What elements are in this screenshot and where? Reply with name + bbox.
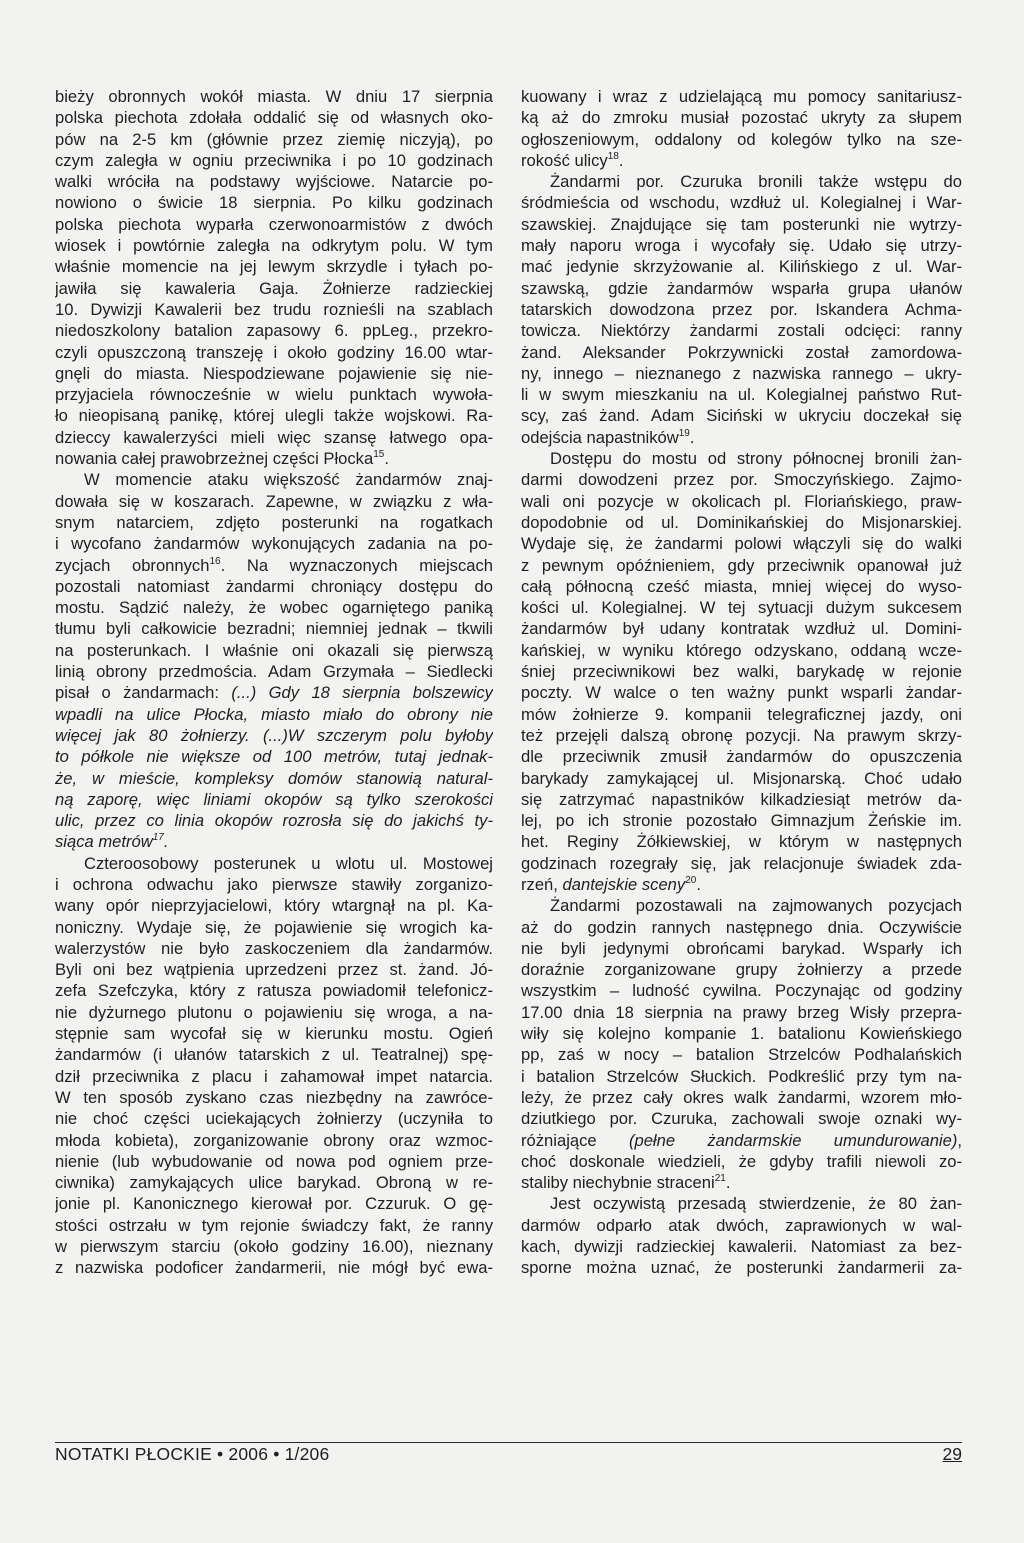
text-line (55, 214, 493, 235)
text-line (521, 768, 962, 789)
page-number: 29 (942, 1444, 962, 1464)
line-text: Dostępu do mostu od strony północnej bronili żan- (550, 449, 962, 469)
line-text: przyjaciela równocześnie w wielu punktach wywoła- (55, 385, 493, 405)
line-text: li w swym mieszkaniu na ul. Kolegialnej państwo Rut- (521, 385, 962, 405)
line-tail: . (384, 449, 389, 469)
line-text: Czteroosobowy posterunek u wlotu ul. Mostowej (84, 853, 493, 873)
text-line (521, 427, 962, 448)
text-line (55, 810, 493, 831)
line-text: godzinach rozegrały się, jak relacjonuje świadek zda- (521, 853, 962, 873)
line-text: 10. Dywizji Kawalerii bez trudu roznieśli na szablach (55, 299, 493, 319)
line-text: szawską, gdzie żandarmów wsparła grupa ułanów (521, 278, 962, 298)
line-text: ką aż do zmroku musiał pozostać ukryty za słupem (521, 108, 962, 128)
text-line (521, 725, 962, 746)
text-line (521, 938, 962, 959)
text-line (521, 278, 962, 299)
text-line (55, 1002, 493, 1023)
line-text: ło nieopisaną panikę, której ulegli także wojskowi. Ra- (55, 406, 493, 426)
text-line (55, 512, 493, 533)
line-text: mać jedynie skrzyżowanie al. Kilińskiego z ul. War- (521, 257, 962, 277)
text-line (521, 1130, 962, 1151)
line-text: sporne można uznać, że posterunki żandarmerii za- (521, 1258, 962, 1278)
line-text: ulic, przez co linia okopów rozrosła się do jakichś ty- (55, 811, 493, 831)
text-line (521, 1023, 962, 1044)
line-text: choć doskonale wiedzieli, że gdyby trafili niewoli zo- (521, 1151, 962, 1171)
line-text: leży, że przez cały okres walk żandarmi, wzorem mło- (521, 1087, 962, 1107)
line-text: mów żołnierze 9. kompanii telegraficznej jazdy, oni (521, 704, 962, 724)
text-line (521, 533, 962, 554)
line-text: i batalion Strzelców Słuckich. Podkreślić przy tym na- (521, 1066, 962, 1086)
line-text: żand. Aleksander Pokrzywnicki został zamordowa- (521, 342, 962, 362)
line-text: nienie (lub wybudowanie od nowa pod ogniem prze- (55, 1151, 493, 1171)
italic-segment: (...) Gdy 18 sierpnia bolszewicy (231, 683, 493, 703)
line-text: siąca metrów (55, 832, 153, 852)
text-line (55, 938, 493, 959)
text-line (55, 1257, 493, 1278)
text-line (55, 1044, 493, 1065)
text-line (55, 150, 493, 171)
text-line (55, 1130, 493, 1151)
text-line (521, 704, 962, 725)
text-line (55, 746, 493, 767)
line-tail: . (725, 1173, 731, 1193)
text-line (55, 171, 493, 192)
text-line (521, 448, 962, 469)
journal-footer: NOTATKI PŁOCKIE • 2006 • 1/206 (55, 1444, 330, 1464)
line-text: ny, innego – nieznanego z nazwiska rannego – ukry- (521, 363, 962, 383)
line-tail: . (618, 150, 624, 170)
line-text: darmi dowodzeni przez por. Smoczyńskiego. Zajmo- (521, 470, 962, 490)
line-text: żandarmów był udany kontratak wzdłuż ul. Domini- (521, 619, 962, 639)
line-text: linią obrony przedmościa. Adam Grzymała – Siedlecki (55, 662, 493, 682)
text-line (55, 469, 493, 490)
text-line (521, 555, 962, 576)
text-line (521, 171, 962, 192)
text-line (55, 640, 493, 661)
line-text: pów na 2-5 km (głównie przez ziemię niczyją), po (55, 129, 493, 149)
line-text: żandarmów (i ułanów tatarskich z ul. Teatralnej) spę- (55, 1045, 493, 1065)
footnote-marker: 15 (373, 449, 385, 461)
text-line (521, 150, 962, 171)
line-text: jonie pl. Kanonicznego kierował por. Czzuruk. O gę- (55, 1194, 493, 1214)
line-text: Wydaje się, że żandarmi polowi włączyli się do walki (521, 534, 962, 554)
text-line (521, 640, 962, 661)
line-text: 17.00 dnia 18 sierpnia na prawy brzeg Wisły przepra- (521, 1002, 962, 1022)
line-text: doraźnie zorganizowane grupy żołnierzy a przede (521, 960, 962, 980)
line-tail: . Na wyznaczonych miejscach (220, 555, 493, 575)
footnote-marker: 20 (685, 874, 697, 886)
line-text: nowania całej prawobrzeżnej części Płocka (55, 449, 374, 469)
text-line (521, 107, 962, 128)
text-line (55, 1087, 493, 1108)
text-line (521, 1108, 962, 1129)
line-text: dle przeciwnik zmusił żandarmów do opuszczenia (521, 747, 962, 767)
line-text: W momencie ataku większość żandarmów znaj- (84, 470, 493, 490)
line-text: czym zaległa w ogniu przeciwnika i po 10 godzinach (55, 150, 493, 170)
line-text: polska piechota wyparła czerwonoarmistów z dwóch (55, 214, 493, 234)
text-line (521, 1087, 962, 1108)
text-line (521, 1215, 962, 1236)
line-text: Żandarmi por. Czuruka bronili także wstępu do (550, 172, 962, 192)
line-text: tłumu byli całkowicie bezradni; niemniej jednak – tkwili (55, 619, 493, 639)
line-text: snym natarciem, zdjęto posterunki na rogatkach (55, 512, 493, 532)
text-line (55, 1172, 493, 1193)
text-column-right (521, 86, 962, 1279)
text-line (55, 704, 493, 725)
line-text: lej, po ich stronie pozostało Gimnazjum Żeńskie im. (521, 811, 962, 831)
text-line (521, 1151, 962, 1172)
text-line (55, 1151, 493, 1172)
line-text: też przejęli dalszą obronę pozycji. Na prawym skrzy- (521, 725, 962, 745)
line-tail: . (689, 427, 695, 447)
text-line (55, 789, 493, 810)
text-line (521, 682, 962, 703)
text-line (521, 256, 962, 277)
line-text: zefa Szefczyka, który z ratusza powiadomił telefonicz- (55, 981, 493, 1001)
text-line (55, 768, 493, 789)
line-text: więcej jak 80 żołnierzy. (...)W szczerym polu byłoby (55, 725, 493, 745)
line-text: dzieccy kawalerzyści mieli więc szansę łatwego opa- (55, 427, 493, 447)
text-line (55, 384, 493, 405)
line-text: nie byli jedynymi obrońcami barykad. Wsparły ich (521, 938, 962, 958)
line-text: śródmieścia od wschodu, wzdłuż ul. Kolegialnej i War- (521, 193, 962, 213)
line-text: wpadli na ulice Płocka, miasto miało do obrony nie (55, 704, 493, 724)
line-text: gnęli do miasta. Niespodziewane pojawienie się nie- (55, 363, 493, 383)
text-line (55, 235, 493, 256)
line-text: na posterunkach. I właśnie oni okazali się pierwszą (55, 640, 493, 660)
text-line (521, 831, 962, 852)
line-text: ną zaporę, więc liniami okopów są tylko szerokości (55, 789, 493, 809)
text-line (521, 661, 962, 682)
text-line (521, 597, 962, 618)
text-line (55, 342, 493, 363)
text-line (521, 1193, 962, 1214)
footnote-marker: 17 (152, 832, 164, 844)
line-text: że, w mieście, kompleksy domów stanowią natural- (55, 768, 493, 788)
line-text: niedoszkolony batalion zapasowy 6. ppLeg., przekro- (55, 321, 493, 341)
italic-segment: dantejskie sceny (562, 874, 686, 894)
line-text: aż do godzin rannych następnego dnia. Oczywiście (521, 917, 962, 937)
line-tail: . (163, 832, 169, 852)
text-line (521, 1236, 962, 1257)
text-line (521, 959, 962, 980)
line-text: mały naporu wroga i wycofały się. Udało się utrzy- (521, 236, 962, 256)
line-text: pp, zaś w nocy – batalion Strzelców Podhalańskich (521, 1045, 962, 1065)
text-line (55, 1215, 493, 1236)
text-line (521, 874, 962, 895)
line-text: barykady zamykającej ul. Misjonarską. Choć udało (521, 768, 962, 788)
text-line (55, 831, 493, 852)
line-text: rokość ulicy (521, 150, 608, 170)
line-text: towicza. Niektórzy żandarmi zostali odcięci: ranny (521, 321, 962, 341)
text-line (55, 192, 493, 213)
text-line (55, 533, 493, 554)
line-text: Byli oni bez wątpienia uprzedzeni przez st. żand. Jó- (55, 960, 493, 980)
text-line (55, 980, 493, 1001)
line-text: różniające (521, 1130, 629, 1150)
line-text: rzeń, (521, 874, 563, 894)
line-tail: . (696, 874, 701, 894)
line-text: noniczny. Wydaje się, że pojawienie się wrogich ka- (55, 917, 493, 937)
line-text: wany opór nieprzyjacielowi, który wtargnął na pl. Ka- (55, 896, 493, 916)
line-text: nie choć części uciekających żołnierzy (uczyniła to (55, 1109, 493, 1129)
line-text: kach, dywizji radzieckiej kawalerii. Natomiast za bez- (521, 1237, 962, 1257)
text-line (55, 682, 493, 703)
line-text: całą północną cześć miasta, mniej więcej do wyso- (521, 576, 962, 596)
line-text: staliby niechybnie straceni (521, 1173, 715, 1193)
text-line (55, 1108, 493, 1129)
line-text: to półkole nie większe od 100 metrów, tutaj jednak- (55, 747, 493, 767)
line-text: darmów odparło atak dwóch, zaprawionych w wal- (521, 1215, 962, 1235)
text-line (521, 192, 962, 213)
line-text: kańskiej, w wyniku którego odzyskano, oddaną wcze- (521, 640, 962, 660)
text-line (521, 746, 962, 767)
line-text: dopodobnie od ul. Dominikańskiej do Misjonarskiej. (521, 512, 962, 532)
text-line (521, 342, 962, 363)
text-line (521, 405, 962, 426)
line-text: stości ostrzału w tym rejonie świadczy fakt, że ranny (55, 1215, 493, 1235)
text-line (521, 491, 962, 512)
text-line (521, 469, 962, 490)
text-line (55, 1023, 493, 1044)
line-text: i ochrona odwachu jako pierwsze stawiły zorganizo- (55, 874, 493, 894)
line-text: het. Reginy Żółkiewskiej, w którym w następnych (521, 832, 962, 852)
text-line (521, 1044, 962, 1065)
line-text: wali oni pozycje w okolicach pl. Floriańskiego, praw- (521, 491, 962, 511)
text-line (55, 725, 493, 746)
line-text: tatarskich dowodzona przez por. Iskandera Achma- (521, 299, 962, 319)
text-line (521, 1002, 962, 1023)
text-line (55, 959, 493, 980)
line-text: właśnie momencie na jej lewym skrzydle i tyłach po- (55, 257, 493, 277)
text-line (55, 1193, 493, 1214)
line-text: z nazwiska podoficer żandarmerii, nie mógł być ewa- (55, 1258, 493, 1278)
text-line (521, 512, 962, 533)
footnote-marker: 21 (714, 1173, 726, 1185)
line-text: dowała się w koszarach. Zapewne, w związku z wła- (55, 491, 493, 511)
line-text: walerzystów nie było zaskoczeniem dla żandarmów. (55, 938, 493, 958)
text-line (55, 917, 493, 938)
line-text: się zatrzymać napastników kilkadziesiąt metrów da- (521, 789, 962, 809)
line-text: polska piechota zdołała oddalić się od własnych oko- (55, 108, 493, 128)
text-line (521, 384, 962, 405)
text-line (521, 320, 962, 341)
line-text: walki wróciła na podstawy wyjściowe. Natarcie po- (55, 172, 493, 192)
text-line (521, 576, 962, 597)
text-line (521, 86, 962, 107)
text-line (55, 555, 493, 576)
line-text: jawiła się kawaleria Gaja. Żołnierze radzieckiej (55, 278, 493, 298)
line-text: ogłoszeniowym, oddalony od kolegów tylko na sze- (521, 129, 962, 149)
text-line (55, 1066, 493, 1087)
text-line (521, 1066, 962, 1087)
footnote-marker: 19 (678, 427, 690, 439)
line-text: nowiono o świcie 18 sierpnia. Po kilku godzinach (55, 193, 493, 213)
line-text: młoda kobieta), zorganizowanie obrony oraz wzmoc- (55, 1130, 493, 1150)
text-line (521, 235, 962, 256)
text-line (521, 363, 962, 384)
text-line (55, 405, 493, 426)
line-text: czyli opuszczoną transzeję i około godziny 16.00 wtar- (55, 342, 493, 362)
text-line (55, 299, 493, 320)
line-text: Żandarmi pozostawali na zajmowanych pozycjach (550, 896, 962, 916)
line-text: w pierwszym starciu (około godziny 16.00), nieznany (55, 1237, 493, 1257)
text-line (521, 214, 962, 235)
line-text: nie dyżurnego plutonu o pojawieniu się wroga, a na- (55, 1002, 493, 1022)
line-text: i wycofano żandarmów wykonujących zadania na po- (55, 534, 493, 554)
line-text: poczty. W walce o ten ważny punkt wsparli żandar- (521, 683, 962, 703)
line-text: W ten sposób zyskano czas niezbędny na zawróce- (55, 1087, 493, 1107)
italic-segment: (pełne żandarmskie umundurowanie) (628, 1130, 958, 1150)
footer-rule (55, 1442, 962, 1443)
text-line (521, 810, 962, 831)
line-text: zycjach obronnych (55, 555, 210, 575)
text-line (55, 278, 493, 299)
line-text: kuowany i wraz z udzielającą mu pomocy sanitariusz- (521, 87, 962, 106)
text-line (521, 1257, 962, 1278)
text-line (55, 1236, 493, 1257)
line-text: wszystkim – ludność cywilna. Poczynając od godziny (521, 981, 962, 1001)
text-line (55, 597, 493, 618)
text-line (521, 980, 962, 1001)
line-text: Jest oczywistą przesadą stwierdzenie, że 80 żan- (550, 1194, 962, 1214)
line-text: dziutkiego por. Czuruka, zachowali swoje oznaki wy- (521, 1109, 962, 1129)
text-line (521, 299, 962, 320)
line-text: kości ul. Kolegialnej. W tej sytuacji dużym sukcesem (521, 598, 962, 618)
text-line (55, 363, 493, 384)
text-line (55, 448, 493, 469)
text-line (55, 256, 493, 277)
text-line (55, 129, 493, 150)
line-text: z pewnym opóźnieniem, gdy przeciwnik opanował już (521, 555, 962, 575)
line-text: pisał o żandarmach: (55, 683, 232, 703)
line-text: śniej przeciwnikowi bez walki, barykadę w rejonie (521, 662, 962, 682)
footnote-marker: 16 (209, 555, 221, 567)
line-tail: , (957, 1130, 962, 1150)
text-line (55, 491, 493, 512)
text-line (521, 853, 962, 874)
text-line (521, 895, 962, 916)
text-line (55, 661, 493, 682)
line-text: bieży obronnych wokół miasta. W dniu 17 sierpnia (55, 87, 493, 106)
line-text: wiły się kolejno kompanie 1. batalionu Kowieńskiego (521, 1024, 962, 1044)
text-line (55, 618, 493, 639)
text-line (55, 107, 493, 128)
text-line (55, 86, 493, 107)
text-line (521, 129, 962, 150)
text-line (521, 917, 962, 938)
line-text: stępnie sam wycofał się w kierunku mostu. Ogień (55, 1024, 493, 1044)
line-text: wiosek i powtórnie zaległa na odkrytym polu. W tym (55, 236, 493, 256)
text-line (55, 427, 493, 448)
line-text: dził przeciwnika z placu i zahamował impet natarcia. (55, 1066, 493, 1086)
text-line (55, 576, 493, 597)
line-text: odejścia napastników (521, 427, 679, 447)
text-line (55, 320, 493, 341)
footnote-marker: 18 (607, 150, 619, 162)
line-text: ciwnika) zamykających ulice barykad. Obroną w re- (55, 1173, 493, 1193)
line-text: pozostali natomiast żandarmi chroniący dostępu do (55, 576, 493, 596)
text-line (55, 874, 493, 895)
text-line (55, 853, 493, 874)
text-line (55, 895, 493, 916)
line-text: scy, zaś żand. Adam Siciński w ukryciu doczekał się (521, 406, 962, 426)
text-line (521, 1172, 962, 1193)
text-line (521, 789, 962, 810)
line-text: mostu. Sądzić należy, że wobec ogarniętego paniką (55, 598, 493, 618)
line-text: szawskiej. Znajdujące się tam posterunki nie wytrzy- (521, 214, 962, 234)
text-column-left (55, 86, 493, 1279)
text-line (521, 618, 962, 639)
